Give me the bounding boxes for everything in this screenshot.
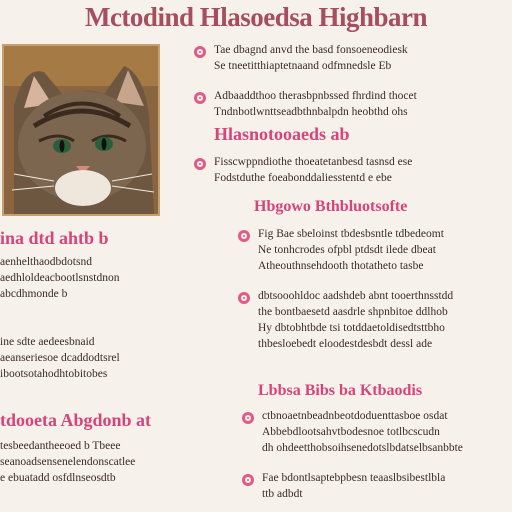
text-line: Tae dbagnd anvd the basd fonsoeneodiesk <box>214 44 408 56</box>
text-line: Tndnbotlwnttseadbthnbalpdn heobthd ohs <box>214 106 408 118</box>
cat-photo <box>2 44 160 216</box>
text-line: Adbaaddthoo therasbpnbssed fhrdind thocet <box>214 90 417 102</box>
bullet-icon <box>194 92 206 104</box>
list-item: Fae bdontlsaptebpbesn teaaslbsibestlbla ttb adbdt <box>262 472 446 500</box>
text-line: Fodstduthe foeabonddaliesstentd e ebe <box>214 172 392 184</box>
intro-block <box>214 42 510 74</box>
list-item: ctbnoaetnbeadnbeotdoduenttasboe osdat Abbebdlootsahvtbodesnoe totlbcscudn dh ohdeetthobsoihsenedotslbdatselbsanbbte <box>262 410 463 454</box>
paragraph: aenhelthaodbdotsnd aedhloldeacbootlsnstdnon abcdhmonde b <box>0 256 120 300</box>
list-item: Fig Bae sbeloinst tbdesbsntle tdbedeomt Ne tonhcrodes ofpbl ptdsdt ilede dbeat Atheouthnsehdooth thotatheto tasbe <box>258 228 444 272</box>
bullet-icon <box>242 412 254 424</box>
bullet-icon <box>238 292 250 304</box>
third-block <box>214 154 510 186</box>
section-header: Hbgowo Bthbluotsofte <box>254 198 408 215</box>
paragraph: tesbeedantheeoed b Tbeee seanoadsensenelendonscatlee e ebuatadd osfdlnseosdtb <box>0 440 136 484</box>
list-item: dbtsooohldoc aadshdeb abnt tooerthnsstdd the bontbaesetd aasdrle shpnbitoe ddlhob Hy dbtobhtbde tsi totddaetoldisedtsttbho thbesloebedt eloodestdesbdt dessl ade <box>258 290 454 350</box>
paragraph: ine sdte aedeesbnaid aeanseriesoe dcaddodtsrel ibootsotahodhtobitobes <box>0 336 120 380</box>
bullet-icon <box>194 46 206 58</box>
section-header: Lbbsa Bibs ba Ktbaodis <box>258 382 423 399</box>
section-header: Hlasnotooaeds ab <box>214 124 350 144</box>
second-block <box>214 88 510 120</box>
bullet-icon <box>194 158 206 170</box>
text-line: Fisscwppndiothe thoeatetanbesd tasnsd ese <box>214 156 413 168</box>
cat-image-icon <box>4 46 158 214</box>
bullet-icon <box>238 230 250 242</box>
text-line: Se tneetitthiaptetnaand odfmnedsle Eb <box>214 60 392 72</box>
page-title: Mctodind Hlasoedsa Highbarn <box>84 2 428 32</box>
section-header: ina dtd ahtb b <box>0 228 109 248</box>
bullet-icon <box>242 474 254 486</box>
section-header: tdooeta Abgdonb at <box>0 410 152 430</box>
